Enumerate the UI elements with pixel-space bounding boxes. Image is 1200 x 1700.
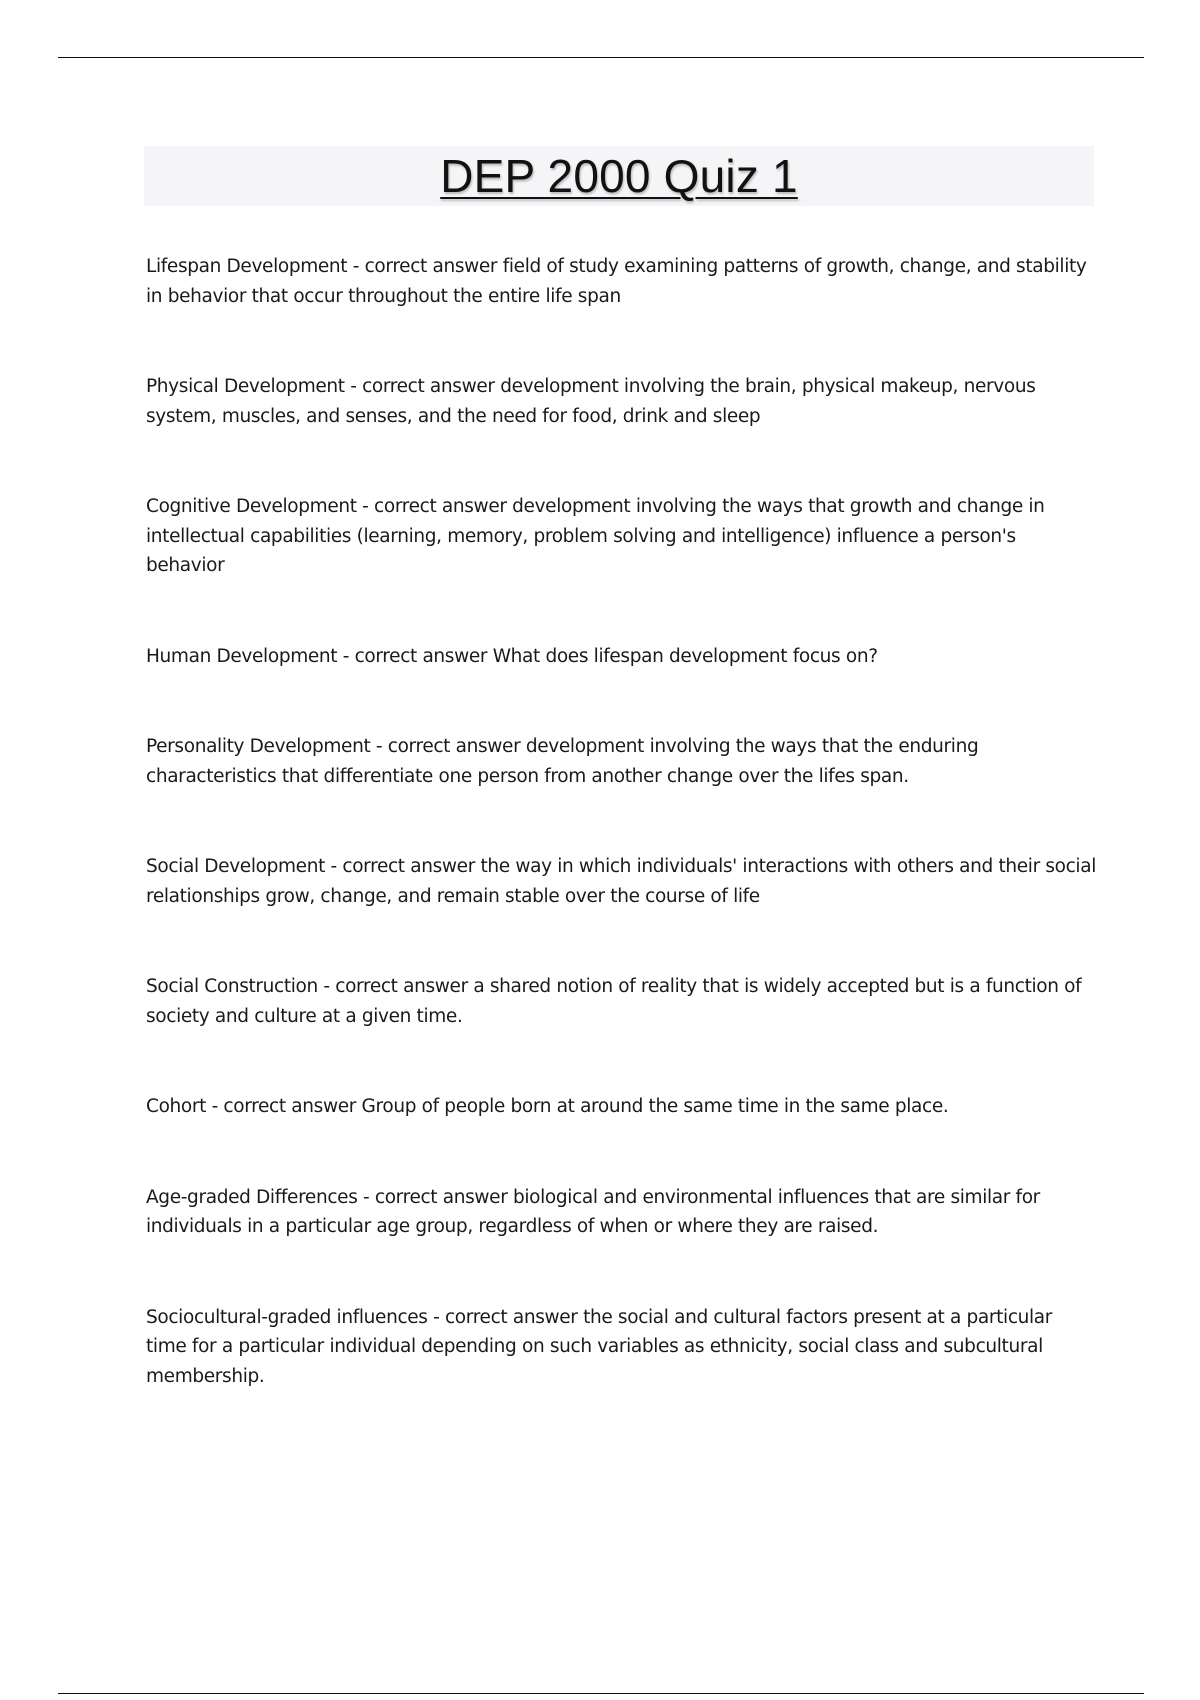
qa-entry <box>146 492 1096 581</box>
bottom-rule <box>58 1693 1144 1694</box>
qa-separator: - correct answer <box>356 496 513 517</box>
qa-term: Physical Development <box>146 376 345 397</box>
qa-definition: the social and cultural factors present at a particular time for a particular individual depending on such variables as ethnicity, social class and subcultural membership. <box>146 1306 1053 1387</box>
top-rule <box>58 57 1144 58</box>
qa-definition: Group of people born at around the same time in the same place. <box>361 1096 949 1117</box>
qa-term: Social Development <box>146 856 325 877</box>
qa-separator: - correct answer <box>344 376 501 397</box>
title-band <box>144 146 1094 206</box>
qa-separator: - correct answer <box>347 256 503 277</box>
qa-term: Personality Development <box>146 736 371 757</box>
qa-definition: development involving the ways that the enduring characteristics that differentiate one person from another change over the lifes span. <box>146 736 979 787</box>
qa-term: Social Construction <box>146 976 318 997</box>
qa-entry <box>146 252 1096 311</box>
qa-entry <box>146 642 1096 672</box>
page-title: DEP 2000 Quiz 1 <box>440 150 798 202</box>
qa-entry <box>146 852 1096 911</box>
qa-definition: a shared notion of reality that is widely accepted but is a function of society and culture at a given time. <box>146 976 1082 1027</box>
qa-term: Lifespan Development <box>146 256 348 277</box>
qa-entry <box>146 972 1096 1031</box>
qa-entry <box>146 1092 1096 1122</box>
qa-definition: development involving the ways that growth and change in intellectual capabilities (learning, memory, problem solving and intelligence) influence a person's behavior <box>146 496 1045 576</box>
qa-definition: biological and environmental influences that are similar for individuals in a particular age group, regardless of when or where they are raised. <box>146 1186 1040 1237</box>
qa-separator: - correct answer <box>337 645 493 667</box>
qa-separator: - correct answer <box>324 856 481 877</box>
qa-separator: - correct answer <box>206 1096 362 1117</box>
qa-entry <box>146 1183 1096 1242</box>
qa-list <box>146 252 1096 1452</box>
qa-separator: - correct answer <box>370 736 526 757</box>
qa-entry <box>146 372 1096 431</box>
qa-definition: What does lifespan development focus on? <box>492 645 878 667</box>
qa-definition: field of study examining patterns of growth, change, and stability in behavior that occur throughout the entire life span <box>146 256 1087 307</box>
qa-term: Human Development <box>146 645 338 667</box>
qa-separator: - correct answer <box>357 1186 513 1208</box>
qa-term: Cognitive Development <box>146 496 357 517</box>
qa-definition: development involving the brain, physical makeup, nervous system, muscles, and senses, and the need for food, drink and sleep <box>146 376 1036 427</box>
qa-separator: - correct answer <box>427 1306 584 1328</box>
qa-separator: - correct answer <box>317 976 474 997</box>
qa-term: Age-graded Differences <box>146 1186 358 1208</box>
qa-definition: the way in which individuals' interactions with others and their social relationships grow, change, and remain stable over the course of life <box>146 856 1096 907</box>
qa-term: Sociocultural-graded influences <box>146 1306 428 1328</box>
qa-term: Cohort <box>146 1096 207 1117</box>
qa-entry <box>146 1303 1096 1392</box>
qa-entry <box>146 732 1096 791</box>
